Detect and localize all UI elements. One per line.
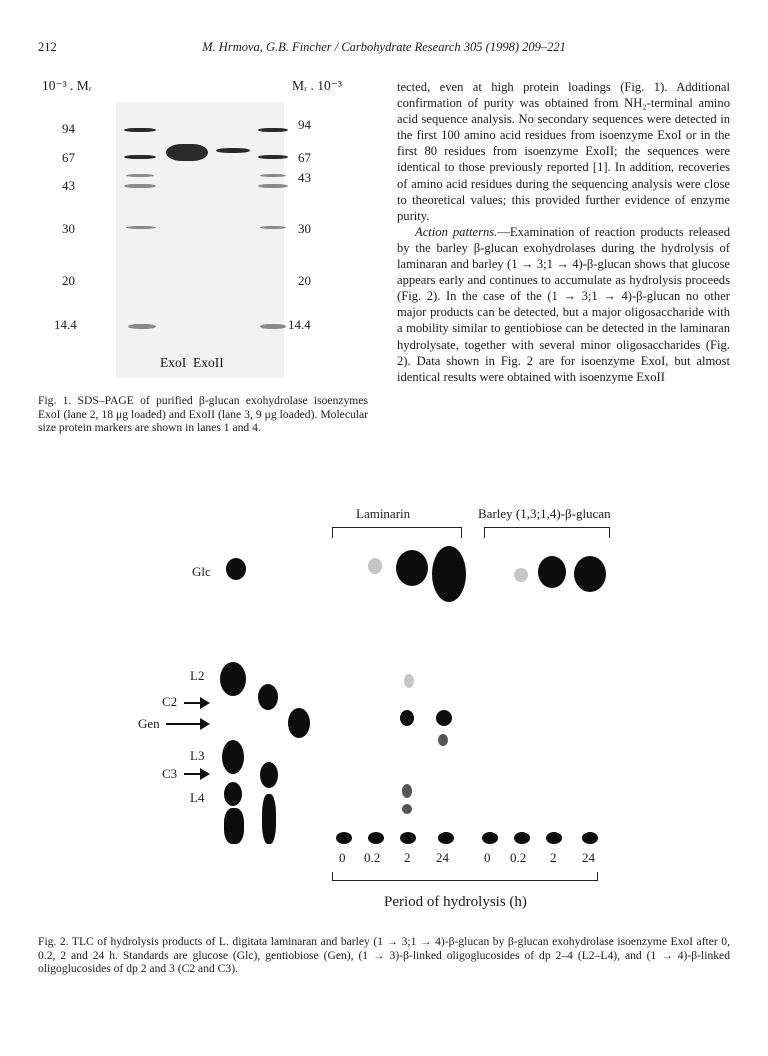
marker-label-left-30: 30 xyxy=(62,221,75,236)
bracket-time-axis xyxy=(332,872,598,881)
tlc-spot-origin xyxy=(482,832,498,844)
left-axis-title: 10⁻³ . Mᵣ xyxy=(42,78,92,93)
marker-label-left-20: 20 xyxy=(62,273,75,288)
gel-band xyxy=(260,226,286,229)
bracket-laminarin xyxy=(332,527,462,538)
tlc-spot-oligo xyxy=(402,804,412,814)
group-label-laminarin: Laminarin xyxy=(356,506,411,521)
tlc-spot-gen-like xyxy=(400,710,414,726)
tlc-spot-glc xyxy=(574,556,606,592)
gel-band-exoii xyxy=(216,148,250,153)
tlc-spot-higher-oligos xyxy=(224,808,244,844)
time-label: 0 xyxy=(339,850,346,865)
label-glc: Glc xyxy=(192,564,211,579)
tlc-spot-c2 xyxy=(258,684,278,710)
x-axis-label: Period of hydrolysis (h) xyxy=(384,894,527,910)
label-l2: L2 xyxy=(190,668,205,683)
marker-label-right-14-4: 14.4 xyxy=(288,317,311,332)
arrow-c3-icon xyxy=(184,773,202,775)
tlc-spot-origin xyxy=(368,832,384,844)
time-label: 2 xyxy=(404,850,411,865)
right-axis-title: Mᵣ . 10⁻³ xyxy=(292,78,342,93)
tlc-spot-l2 xyxy=(220,662,246,696)
label-l4: L4 xyxy=(190,790,205,805)
tlc-spot-origin xyxy=(514,832,530,844)
tlc-spot-glc xyxy=(538,556,566,588)
tlc-spot-oligo xyxy=(438,734,448,746)
figure-2-tlc xyxy=(38,494,730,924)
gel-band xyxy=(126,226,156,229)
running-title: M. Hrmova, G.B. Fincher / Carbohydrate Research 305 (1998) 209–221 xyxy=(202,40,566,54)
bracket-barley xyxy=(484,527,610,538)
gel-background xyxy=(116,102,284,378)
tlc-spot-glc xyxy=(396,550,428,586)
gel-band xyxy=(126,174,154,177)
time-label: 0.2 xyxy=(364,850,381,865)
running-header xyxy=(38,40,730,56)
tlc-spot-glc xyxy=(368,558,382,574)
marker-label-right-20: 20 xyxy=(298,273,311,288)
gel-band xyxy=(258,184,288,188)
label-l3: L3 xyxy=(190,748,205,763)
body-text-column xyxy=(397,79,730,385)
arrow-gen-icon xyxy=(166,723,202,725)
marker-label-right-94: 94 xyxy=(298,117,311,132)
tlc-spot-origin xyxy=(400,832,416,844)
paragraph-text: —Examination of reaction products released by the barley β-glucan exohydrolases during the hydrolysis of laminaran and barley (1 → 3;1 → 4)-β-glucan shows that glucose appears early and continues to accumulate as hydrolysis proceeds (Fig. 2). In the case of the (1 → 3;1 → 4)-β-glucan no other major products can be detected, but a major oligosaccharide with a mobility similar to gentiobiose can be detected in the laminaran hydrolysate, together with several minor oligosaccharides (Fig. 2). Data shown in Fig. 2 are for isoenzyme ExoI, but almost identical results were obtained with isoenzyme ExoII xyxy=(397,224,730,384)
time-label: 24 xyxy=(582,850,595,865)
tlc-spot-origin xyxy=(438,832,454,844)
label-c3: C3 xyxy=(162,766,178,781)
marker-label-left-43: 43 xyxy=(62,178,75,193)
figure-1-caption: Fig. 1. SDS–PAGE of purified β-glucan exohydrolase isoenzymes ExoI (lane 2, 18 μg loaded) and ExoII (lane 3, 9 μg loaded). Molecular size protein markers are shown in lanes 1 and 4. xyxy=(38,394,368,435)
gel-lane-labels: ExoI ExoII xyxy=(160,355,224,370)
gel-band xyxy=(258,155,288,159)
tlc-spot-origin xyxy=(582,832,598,844)
marker-label-left-14-4: 14.4 xyxy=(54,317,77,332)
tlc-spot-origin xyxy=(546,832,562,844)
time-label: 24 xyxy=(436,850,449,865)
paragraph-heading: Action patterns. xyxy=(415,224,498,239)
tlc-spot-c-higher xyxy=(262,794,276,844)
tlc-spot-oligo xyxy=(402,784,412,798)
marker-label-right-43: 43 xyxy=(298,170,311,185)
tlc-spot-glc xyxy=(514,568,528,582)
tlc-spot-oligo xyxy=(404,674,414,688)
time-label: 2 xyxy=(550,850,557,865)
tlc-spot-gen-like xyxy=(436,710,452,726)
marker-label-left-67: 67 xyxy=(62,150,75,165)
tlc-spot-l4 xyxy=(224,782,242,806)
tlc-spot-gen xyxy=(288,708,310,738)
gel-band xyxy=(124,155,156,159)
gel-band xyxy=(260,174,286,177)
page-number: 212 xyxy=(38,40,57,54)
tlc-spot-glc xyxy=(432,546,466,602)
time-label: 0.2 xyxy=(510,850,527,865)
paragraph: tected, even at high protein loadings (Fig. 1). Additional confirmation of purity was obtained from NH₂-terminal amino acid sequence analysis. No secondary sequences were detected in the first 100 amino acid residues from isoenzyme ExoI or in the first 80 residues from isoenzyme ExoII; the sequences were identical to those previously reported [1]. In addition, recoveries of amino acid residues during the sequencing analysis were close to theoretical values; this provided further evidence of enzyme purity. xyxy=(397,80,730,223)
gel-band xyxy=(128,324,156,329)
arrow-c2-icon xyxy=(184,702,202,704)
paragraph xyxy=(397,224,730,385)
figure-1-gel xyxy=(38,78,360,378)
time-label: 0 xyxy=(484,850,491,865)
marker-label-left-94: 94 xyxy=(62,121,75,136)
gel-band xyxy=(260,324,286,329)
label-c2: C2 xyxy=(162,694,178,709)
label-gen: Gen xyxy=(138,716,160,731)
tlc-spot-l3 xyxy=(222,740,244,774)
tlc-spot-c3 xyxy=(260,762,278,788)
group-label-barley: Barley (1,3;1,4)-β-glucan xyxy=(478,506,611,521)
tlc-spot-origin xyxy=(336,832,352,844)
gel-band xyxy=(258,128,288,132)
tlc-spot-glc-standard xyxy=(226,558,246,580)
marker-label-right-30: 30 xyxy=(298,221,311,236)
figure-2-caption: Fig. 2. TLC of hydrolysis products of L. digitata laminaran and barley (1 → 3;1 → 4)-β-glucan by β-glucan exohydrolase isoenzyme ExoI after 0, 0.2, 2 and 24 h. Standards are glucose (Glc), gentiobiose (Gen), (1 → 3)-β-linked oligoglucosides of dp 2–4 (L2–L4), and (1 → 4)-β-linked oligoglucosides of dp 2 and 3 (C2 and C3). xyxy=(38,935,730,976)
gel-band xyxy=(124,184,156,188)
marker-label-right-67: 67 xyxy=(298,150,311,165)
gel-band xyxy=(124,128,156,132)
gel-band-exoi xyxy=(166,144,208,161)
